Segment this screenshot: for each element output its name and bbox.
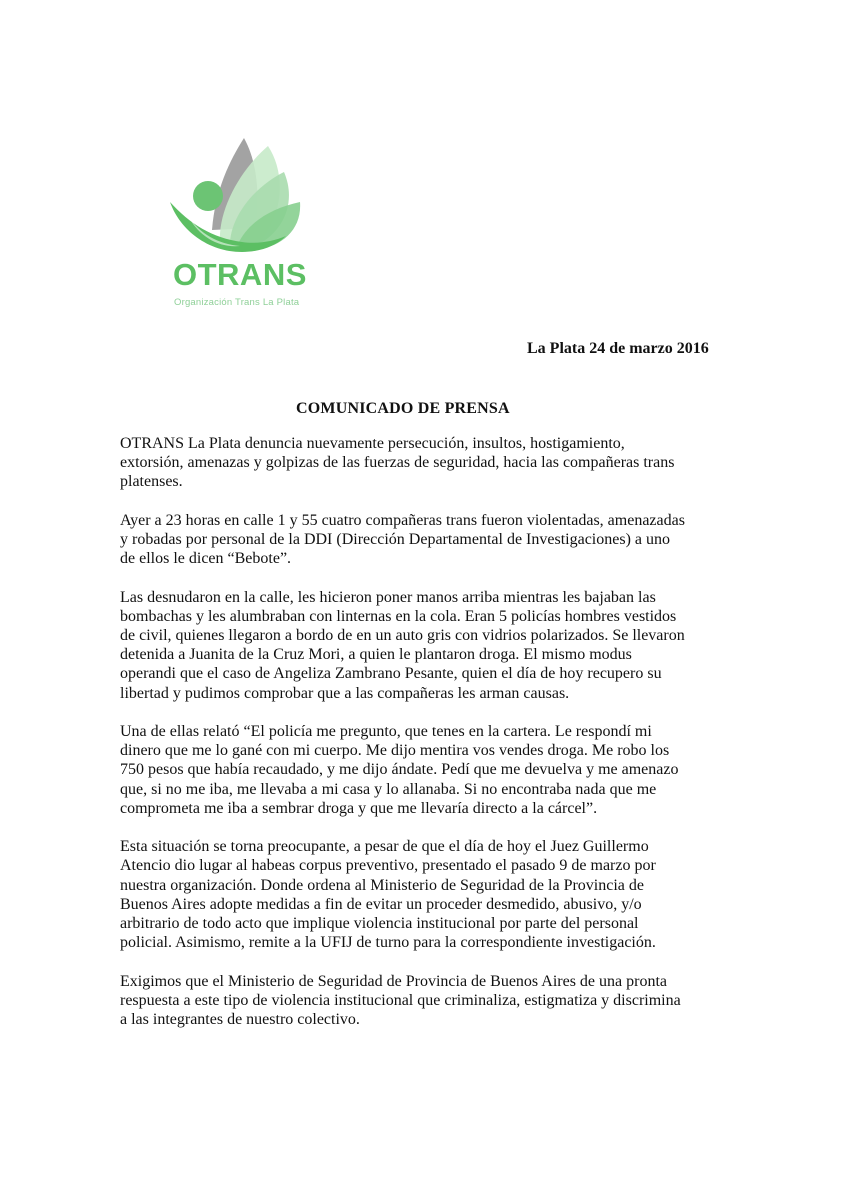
text-line: de ellos le dicen “Bebote”.: [120, 550, 292, 568]
paragraph: [120, 511, 740, 569]
logo-head-icon: [193, 181, 223, 211]
paragraph: [120, 722, 740, 818]
paragraph: [120, 434, 740, 492]
text-line: y robadas por personal de la DDI (Dirección Departamental de Investigaciones) a uno: [120, 531, 671, 548]
text-line: 750 pesos que había recaudado, y me dijo ándate. Pedí que me devuelva y me amenazo: [120, 761, 679, 779]
text-line: operandi que el caso de Angeliza Zambrano Pesante, quien el día de hoy recupero su: [120, 665, 662, 683]
text-line: Buenos Aires adopte medidas a fin de evitar un proceder desmedido, abusivo, y/o: [120, 895, 642, 913]
paragraph: [120, 837, 740, 952]
logo-subtitle: Organización Trans La Plata: [174, 297, 300, 308]
text-line: platenses.: [120, 473, 183, 491]
text-line: libertad y pudimos comprobar que a las compañeras les arman causas.: [120, 684, 570, 702]
text-line: detenida a Juanita de la Cruz Mori, a quien le plantaron droga. El mismo modus: [120, 646, 632, 664]
text-line: Las desnudaron en la calle, les hicieron poner manos arriba mientras les bajaban las: [120, 588, 656, 606]
text-line: comprometa me iba a sembrar droga y que me llevaría directo a la cárcel”.: [120, 799, 598, 817]
text-line: policial. Asimismo, remite a la UFIJ de turno para la correspondiente investigación.: [120, 934, 656, 952]
text-line: de civil, quienes llegaron a bordo de en un auto gris con vidrios polarizados. Se llevaron: [120, 627, 685, 644]
text-line: a las integrantes de nuestro colectivo.: [120, 1011, 360, 1029]
text-line: Exigimos que el Ministerio de Seguridad de Provincia de Buenos Aires de una pronta: [120, 972, 667, 990]
logo-wordmark: OTRANS: [173, 257, 307, 292]
paragraph: [120, 972, 740, 1030]
otrans-logo: [160, 130, 330, 315]
document-date: La Plata 24 de marzo 2016: [527, 340, 709, 357]
paragraph: [120, 588, 740, 703]
text-line: OTRANS La Plata denuncia nuevamente persecución, insultos, hostigamiento,: [120, 435, 625, 452]
text-line: nuestra organización. Donde ordena al Ministerio de Seguridad de la Provincia de: [120, 876, 644, 894]
text-line: respuesta a este tipo de violencia institucional que criminaliza, estigmatiza y discrimina: [120, 991, 681, 1009]
text-line: Ayer a 23 horas en calle 1 y 55 cuatro compañeras trans fueron violentadas, amenazadas: [120, 511, 685, 529]
text-line: que, si no me iba, me llevaba a mi casa y lo allanaba. Si no encontraba nada que me: [120, 780, 657, 798]
text-line: dinero que me lo gané con mi cuerpo. Me dijo mentira vos vendes droga. Me robo los: [120, 742, 670, 760]
text-line: arbitrario de todo acto que implique violencia institucional por parte del personal: [120, 915, 639, 933]
text-line: bombachas y les alumbraban con linternas en la cola. Eran 5 policías hombres vestidos: [120, 607, 677, 625]
text-line: extorsión, amenazas y golpizas de las fuerzas de seguridad, hacia las compañeras trans: [120, 454, 675, 472]
text-line: Atencio dio lugar al habeas corpus preventivo, presentado el pasado 9 de marzo por: [120, 857, 656, 875]
otrans-logo-emblem-icon: [160, 130, 330, 260]
document-title: COMUNICADO DE PRENSA: [296, 400, 510, 417]
text-line: Una de ellas relató “El policía me pregunto, que tenes en la cartera. Le respondí mi: [120, 723, 652, 740]
text-line: Esta situación se torna preocupante, a pesar de que el día de hoy el Juez Guillermo: [120, 838, 649, 856]
document-body: [120, 434, 740, 1048]
